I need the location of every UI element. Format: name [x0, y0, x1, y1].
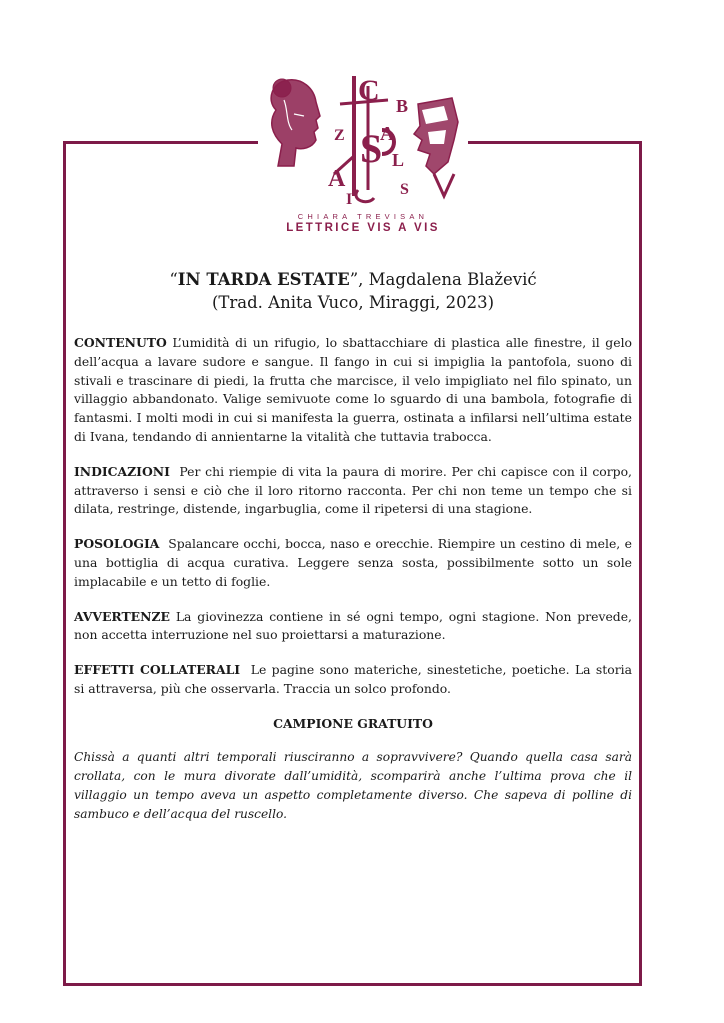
section-effetti-collaterali — [74, 661, 632, 699]
logo-letter-s-small: S — [400, 181, 409, 198]
logo-letter-i: I — [346, 191, 353, 208]
lettrice-vis-a-vis-logo — [258, 70, 468, 240]
logo-letter-s: S — [360, 126, 383, 171]
logo-brand-line: LETTRICE VIS A VIS — [286, 222, 440, 234]
book-publication: (Trad. Anita Vuco, Miraggi, 2023) — [211, 293, 495, 312]
title-close: ”, — [349, 270, 369, 289]
section-heading: CONTENUTO — [74, 335, 167, 350]
section-avvertenze — [74, 608, 632, 646]
review-content — [74, 334, 632, 840]
logo-letter-a-small: A — [380, 123, 395, 145]
logo-letter-z: Z — [334, 127, 345, 144]
section-heading: EFFETTI COLLATERALI — [74, 662, 241, 678]
section-text: Per chi riempie di vita la paura di morire. Per chi capisce con il corpo, attraverso i sensi e ciò che il loro ritorno racconta. Per chi non teme un tempo che si dilata, restringe, distende, ingarbuglia, come il ripetersi di una stagione. — [74, 463, 632, 517]
section-text: Spalancare occhi, bocca, naso e orecchie. Riempire un cestino di mele, e una bottiglia di acqua curativa. Leggere senza sosta, possibilmente sotto un sole implacabile e un tetto di foglie. — [74, 536, 632, 589]
book-title-line — [74, 268, 632, 291]
section-contenuto — [74, 334, 632, 447]
section-heading: INDICAZIONI — [74, 463, 170, 479]
section-heading: POSOLOGIA — [74, 536, 160, 552]
book-title: IN TARDA ESTATE — [177, 270, 350, 289]
logo-letter-c: C — [358, 74, 380, 107]
section-text: L’umidità di un rifugio, lo sbattacchiare di plastica alle finestre, il gelo dell’acqua a lavare sudore e sangue. Il fango in cui si impiglia la pantofola, suono di stivali e trascinare di piedi, la frutta che marcisce, il velo impigliato nel filo spinato, un villaggio abbandonato. Valige semivuote come lo sguardo di una bambola, fotografie di fantasmi. I molti modi in cui si manifesta la guerra, ostinata a infilarsi nell’ultima estate di Ivana, tendando di annientarne la vitalità che tuttavia trabocca. — [74, 335, 632, 444]
section-posologia — [74, 535, 632, 591]
sample-excerpt: Chissà a quanti altri temporali riusciranno a sopravvivere? Quando quella casa sarà crollata, con le mura divorate dall’umidità, scomparirà anche l’ultima prova che il villaggio un tempo aveva un aspetto completamente diverso. Che sapeva di polline di sambuco e dell’acqua del ruscello. — [74, 749, 632, 821]
book-author: Magdalena Blažević — [368, 270, 537, 289]
logo-name-line: CHIARA TREVISAN — [297, 212, 429, 221]
logo-letter-b: B — [396, 96, 409, 116]
section-heading: AVVERTENZE — [74, 608, 170, 624]
title-open-quote: “ — [169, 270, 178, 289]
sample-heading: CAMPIONE GRATUITO — [273, 715, 433, 731]
logo-letter-l: L — [392, 150, 405, 170]
book-title-block — [74, 268, 632, 314]
section-indicazioni — [74, 463, 632, 519]
logo-letter-a: A — [328, 166, 346, 192]
logo-illustration — [258, 70, 468, 210]
section-text: Le pagine sono materiche, sinestetiche, poetiche. La storia si attraversa, più che osservarla. Traccia un solco profondo. — [74, 662, 632, 696]
section-text: La giovinezza contiene in sé ogni tempo, ogni stagione. Non prevede, non accetta interruzione nel suo proiettarsi a maturazione. — [74, 608, 632, 643]
